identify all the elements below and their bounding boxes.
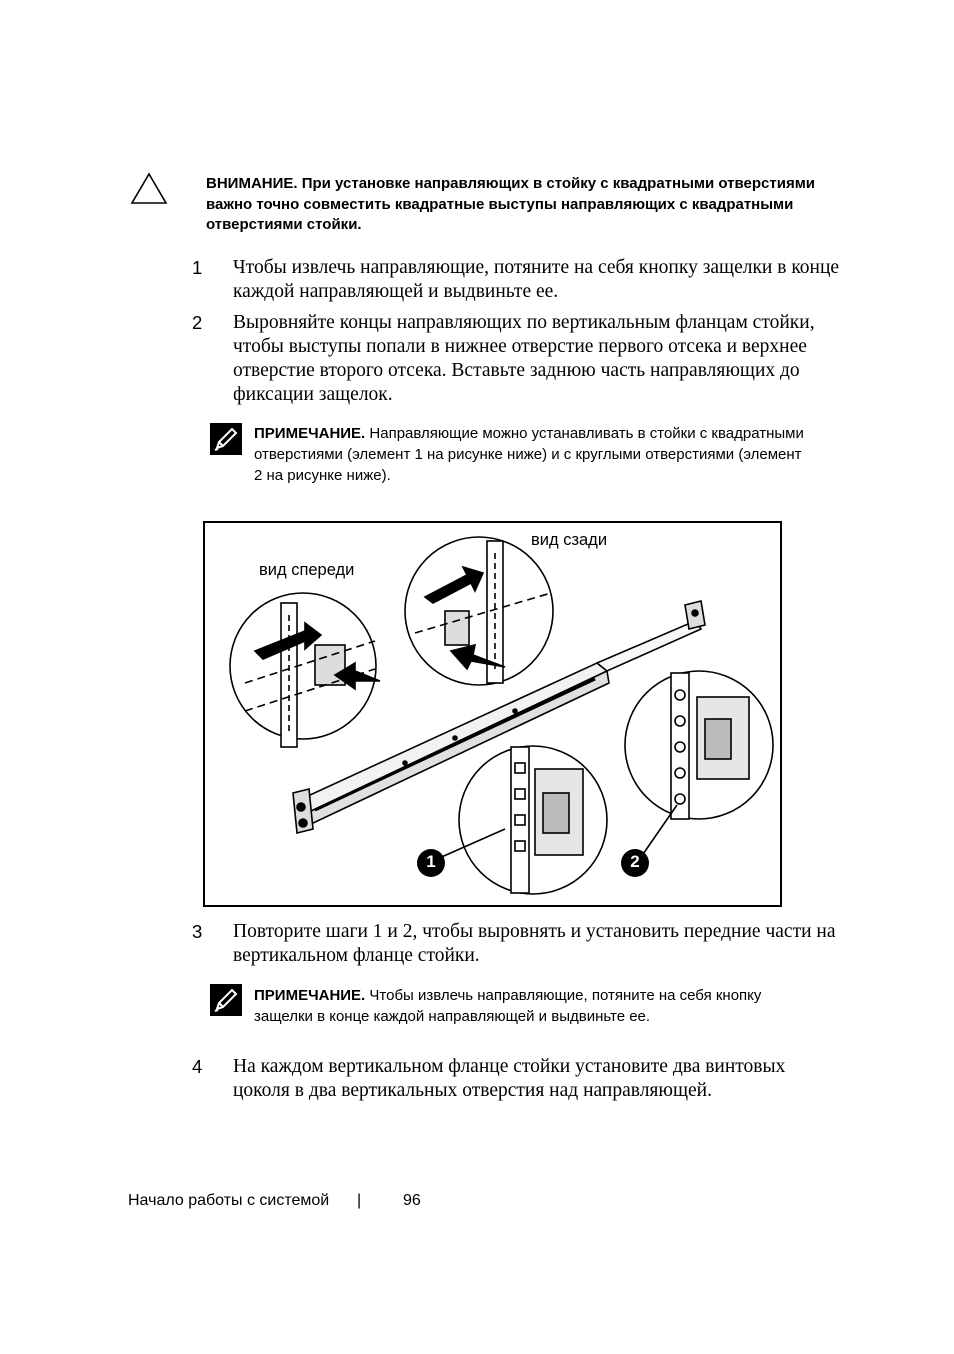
round-hole-detail xyxy=(625,671,773,857)
note-pencil-icon xyxy=(210,423,242,455)
step-text: Выровняйте концы направляющих по вертикальным фланцам стойки, чтобы выступы попали в нижнее отверстие первого отсека и верхнее отверстие второго отсека. Вставьте заднюю часть направляющих до фиксации защелок. xyxy=(233,312,815,405)
step-text: Чтобы извлечь направляющие, потяните на себя кнопку защелки в конце каждой направляющей и выдвиньте ее. xyxy=(233,257,840,302)
note-body: Чтобы извлечь направляющие, потяните на себя кнопку защелки в конце каждой направляющей и выдвиньте ее. xyxy=(254,987,762,1025)
rail-installation-figure xyxy=(203,521,782,907)
footer-title: Начало работы с системой xyxy=(128,1192,330,1209)
note-1 xyxy=(254,423,814,486)
step-number: 4 xyxy=(192,1056,203,1077)
caution-text: ВНИМАНИЕ. При установке направляющих в стойку с квадратными отверстиями важно точно совместить квадратные выступы направляющих с квадратными отверстиями стойки. xyxy=(206,175,816,233)
back-view-label: вид сзади xyxy=(531,531,608,549)
step-number: 2 xyxy=(192,312,203,333)
note-2 xyxy=(254,985,794,1027)
caution-triangle-icon xyxy=(130,172,168,206)
note-label: ПРИМЕЧАНИЕ. xyxy=(254,987,366,1004)
step-number: 1 xyxy=(192,257,203,278)
callout-1-label: 1 xyxy=(426,852,436,871)
page-number: 96 xyxy=(403,1192,421,1209)
step-text: Повторите шаги 1 и 2, чтобы выровнять и установить передние части на вертикальном фланце стойки. xyxy=(233,921,836,966)
note-pencil-icon xyxy=(210,984,242,1016)
rail-illustration xyxy=(205,523,780,905)
callout-2-label: 2 xyxy=(630,852,640,871)
note-body: Направляющие можно устанавливать в стойки с квадратными отверстиями (элемент 1 на рисунке ниже) и с круглыми отверстиями (элемент 2 на рисунке ниже). xyxy=(254,425,804,484)
step-text: На каждом вертикальном фланце стойки установите два винтовых цоколя в два вертикальных отверстия над направляющей. xyxy=(233,1056,786,1101)
square-hole-detail xyxy=(437,746,607,894)
front-view-label: вид спереди xyxy=(259,561,355,579)
note-label: ПРИМЕЧАНИЕ. xyxy=(254,425,366,442)
footer-separator: | xyxy=(357,1192,362,1209)
step-number: 3 xyxy=(192,921,203,942)
front-view-detail xyxy=(230,593,380,747)
back-view-detail xyxy=(405,537,553,685)
